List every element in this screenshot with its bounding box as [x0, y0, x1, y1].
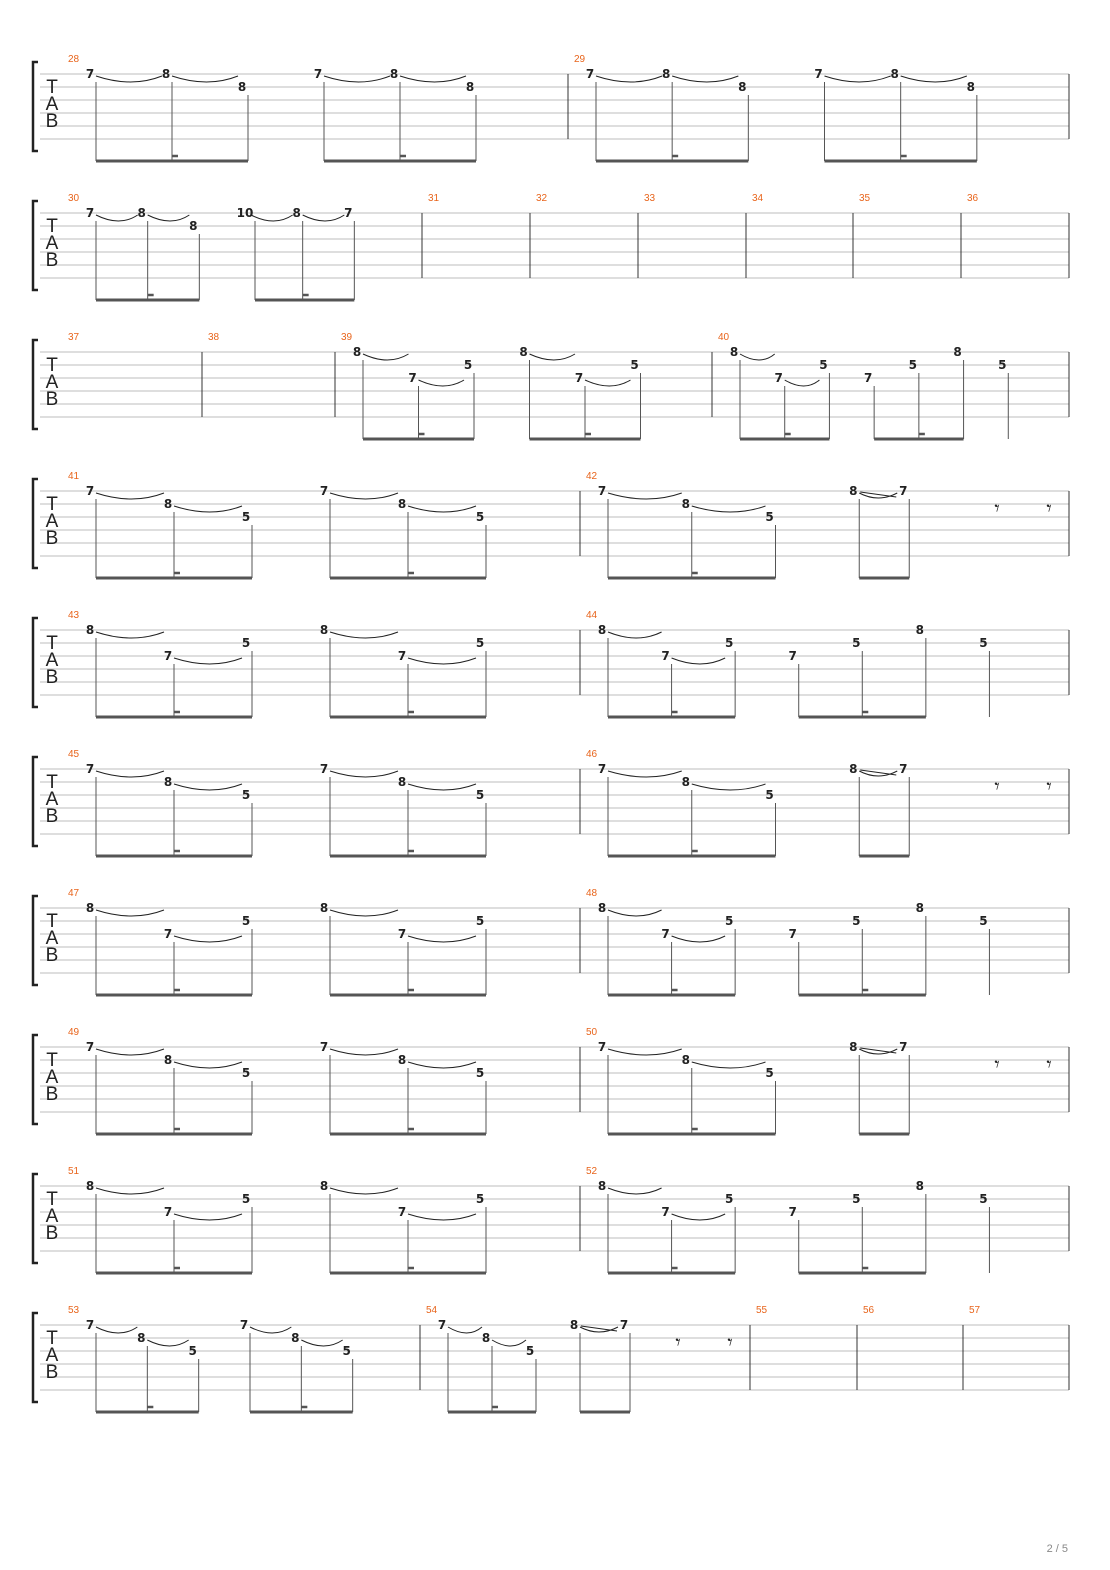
fret-number: 7 [661, 649, 670, 663]
tie-arc [96, 771, 164, 777]
fret-number: 8 [661, 67, 671, 81]
fret-number: 7 [397, 649, 407, 663]
tie-arc [96, 215, 138, 221]
measure-number: 57 [969, 1305, 981, 1316]
tab-clef-letter: B [45, 1223, 59, 1244]
eighth-rest: 𝄾 [727, 1330, 733, 1354]
fret-number: 7 [319, 762, 329, 776]
tie-arc [585, 380, 631, 386]
tie-arc [825, 76, 891, 82]
tab-clef-letter: B [45, 1362, 59, 1383]
tie-arc [608, 1049, 682, 1055]
measure-number: 37 [68, 332, 80, 343]
fret-number: 8 [397, 775, 407, 789]
tab-clef-letter: B [45, 667, 59, 688]
tab-clef-letter: A [45, 233, 59, 254]
measure-number: 32 [536, 193, 548, 204]
measure-number: 51 [68, 1166, 80, 1177]
fret-number: 7 [863, 371, 873, 385]
fret-number: 8 [597, 1179, 607, 1193]
tie-arc [608, 1188, 662, 1194]
tab-clef-letter: B [45, 806, 59, 827]
tab-clef-letter: T [46, 1050, 58, 1071]
fret-number: 5 [765, 510, 774, 524]
fret-number: 8 [569, 1318, 579, 1332]
tab-clef-letter: T [46, 1189, 58, 1210]
tie-arc [330, 1049, 398, 1055]
tie-arc [324, 76, 390, 82]
system-bracket [33, 1313, 38, 1402]
tab-clef-letter: A [45, 511, 59, 532]
fret-number: 7 [788, 927, 797, 941]
fret-number: 8 [291, 1331, 300, 1345]
fret-number: 8 [915, 623, 925, 637]
fret-number: 7 [397, 927, 407, 941]
fret-number: 5 [852, 636, 861, 650]
tab-clef-letter: T [46, 911, 58, 932]
fret-number: 7 [899, 762, 908, 776]
tab-clef-letter: T [46, 216, 58, 237]
tie-arc [301, 1340, 342, 1346]
fret-number: 5 [475, 636, 485, 650]
tab-clef-letter: B [45, 111, 59, 132]
tie-arc [408, 936, 476, 942]
fret-number: 5 [475, 1066, 485, 1080]
fret-number: 7 [774, 371, 783, 385]
fret-number: 8 [161, 67, 171, 81]
measure-number: 43 [68, 610, 80, 621]
measure-number: 48 [586, 888, 598, 899]
fret-number: 5 [475, 510, 485, 524]
tie-arc [303, 215, 345, 221]
fret-number: 7 [661, 1205, 670, 1219]
tab-clef-letter: A [45, 1345, 59, 1366]
measure-number: 52 [586, 1166, 598, 1177]
tie-arc [174, 658, 242, 664]
fret-number: 5 [241, 914, 251, 928]
fret-number: 7 [619, 1318, 629, 1332]
tie-arc [96, 493, 164, 499]
measure-number: 35 [859, 193, 871, 204]
tie-arc [96, 632, 164, 638]
tab-clef-letter: A [45, 1067, 59, 1088]
slide-arc [859, 1049, 897, 1054]
fret-number: 8 [163, 497, 173, 511]
measure-number: 47 [68, 888, 80, 899]
tab-clef-letter: B [45, 945, 59, 966]
fret-number: 5 [475, 788, 485, 802]
fret-number: 5 [475, 914, 485, 928]
fret-number: 8 [729, 345, 739, 359]
tie-arc [96, 910, 164, 916]
tie-arc [608, 771, 682, 777]
fret-number: 5 [630, 358, 639, 372]
fret-number: 5 [765, 788, 774, 802]
fret-number: 7 [85, 67, 95, 81]
tab-clef-letter: B [45, 389, 59, 410]
fret-number: 7 [597, 1040, 607, 1054]
fret-number: 7 [319, 484, 329, 498]
fret-number: 7 [574, 371, 584, 385]
fret-number: 7 [85, 484, 95, 498]
fret-number: 5 [852, 914, 861, 928]
slide-arc [859, 771, 897, 776]
fret-number: 7 [397, 1205, 407, 1219]
tie-arc [172, 76, 238, 82]
system-bracket [33, 201, 38, 290]
fret-number: 7 [163, 927, 173, 941]
fret-number: 8 [597, 623, 607, 637]
system-bracket [33, 62, 38, 151]
tie-arc [96, 1049, 164, 1055]
tab-clef-letter: A [45, 372, 59, 393]
fret-number: 5 [765, 1066, 774, 1080]
tie-arc [174, 936, 242, 942]
fret-number: 8 [163, 775, 173, 789]
tie-arc [530, 354, 576, 360]
system-bracket [33, 1174, 38, 1263]
tie-arc [448, 1327, 482, 1333]
fret-number: 8 [85, 623, 95, 637]
tie-arc [672, 1214, 726, 1220]
fret-number: 7 [899, 484, 908, 498]
fret-number: 7 [814, 67, 823, 81]
fret-number: 7 [85, 1040, 95, 1054]
tie-arc [147, 1340, 188, 1346]
measure-number: 53 [68, 1305, 80, 1316]
tab-clef-letter: T [46, 1328, 58, 1349]
tie-arc [148, 215, 190, 221]
fret-number: 8 [681, 497, 690, 511]
tie-arc [408, 658, 476, 664]
tie-arc [419, 380, 465, 386]
fret-number: 5 [724, 1192, 734, 1206]
slide-arc [580, 1327, 618, 1332]
fret-number: 8 [465, 80, 475, 94]
system-bracket [33, 340, 38, 429]
measure-number: 55 [756, 1305, 768, 1316]
fret-number: 5 [241, 1192, 251, 1206]
tie-arc [596, 76, 662, 82]
tie-arc [608, 493, 682, 499]
tie-arc [174, 1062, 242, 1068]
fret-number: 7 [319, 1040, 329, 1054]
measure-number: 34 [752, 193, 764, 204]
system-bracket [33, 1035, 38, 1124]
tie-arc [174, 1214, 242, 1220]
fret-number: 8 [137, 206, 146, 220]
fret-number: 7 [163, 649, 173, 663]
fret-number: 7 [597, 484, 607, 498]
fret-number: 8 [319, 901, 329, 915]
fret-number: 8 [681, 1053, 690, 1067]
measure-number: 30 [68, 193, 80, 204]
eighth-rest: 𝄾 [994, 774, 1000, 798]
tie-arc [692, 506, 766, 512]
fret-number: 8 [85, 1179, 95, 1193]
eighth-rest: 𝄾 [994, 496, 1000, 520]
tie-arc [408, 506, 476, 512]
tie-arc [785, 380, 820, 386]
tie-arc [740, 354, 775, 360]
fret-number: 5 [525, 1344, 535, 1358]
measure-number: 46 [586, 749, 598, 760]
fret-number: 7 [313, 67, 323, 81]
tie-arc [408, 1214, 476, 1220]
tab-clef-letter: T [46, 494, 58, 515]
fret-number: 7 [597, 762, 607, 776]
fret-number: 5 [342, 1344, 351, 1358]
fret-number: 5 [852, 1192, 861, 1206]
slide-arc [859, 493, 897, 498]
tie-arc [96, 1188, 164, 1194]
system-bracket [33, 618, 38, 707]
fret-number: 8 [849, 484, 858, 498]
fret-number: 8 [966, 80, 976, 94]
tab-clef-letter: A [45, 928, 59, 949]
fret-number: 8 [85, 901, 95, 915]
fret-number: 5 [979, 914, 988, 928]
tie-arc [174, 506, 242, 512]
fret-number: 8 [849, 1040, 858, 1054]
measure-number: 39 [341, 332, 353, 343]
measure-number: 33 [644, 193, 656, 204]
fret-number: 5 [475, 1192, 485, 1206]
tie-arc [96, 76, 162, 82]
fret-number: 7 [85, 1318, 95, 1332]
tie-arc [692, 1062, 766, 1068]
tie-arc [492, 1340, 526, 1346]
fret-number: 10 [236, 206, 254, 220]
fret-number: 7 [344, 206, 353, 220]
tie-arc [174, 784, 242, 790]
fret-number: 8 [319, 623, 329, 637]
tie-arc [672, 76, 738, 82]
fret-number: 5 [188, 1344, 197, 1358]
tie-arc [251, 215, 293, 221]
fret-number: 5 [819, 358, 828, 372]
tie-arc [96, 1327, 137, 1333]
tie-arc [408, 1062, 476, 1068]
fret-number: 8 [189, 219, 198, 233]
fret-number: 7 [163, 1205, 173, 1219]
fret-number: 5 [979, 636, 988, 650]
tie-arc [672, 936, 726, 942]
fret-number: 5 [979, 1192, 988, 1206]
measure-number: 36 [967, 193, 979, 204]
tab-clef-letter: A [45, 1206, 59, 1227]
eighth-rest: 𝄾 [675, 1330, 681, 1354]
tab-clef-letter: T [46, 77, 58, 98]
fret-number: 8 [849, 762, 858, 776]
system-bracket [33, 896, 38, 985]
fret-number: 8 [319, 1179, 329, 1193]
tie-arc [330, 1188, 398, 1194]
fret-number: 8 [397, 1053, 407, 1067]
measure-number: 38 [208, 332, 220, 343]
tie-arc [692, 784, 766, 790]
eighth-rest: 𝄾 [994, 1052, 1000, 1076]
tie-arc [672, 658, 726, 664]
tab-clef-letter: A [45, 650, 59, 671]
system-bracket [33, 479, 38, 568]
fret-number: 8 [953, 345, 962, 359]
tie-arc [330, 910, 398, 916]
fret-number: 7 [585, 67, 595, 81]
fret-number: 8 [481, 1331, 491, 1345]
fret-number: 8 [389, 67, 399, 81]
fret-number: 7 [85, 762, 95, 776]
tab-clef-letter: B [45, 528, 59, 549]
tie-arc [901, 76, 967, 82]
tie-arc [608, 632, 662, 638]
fret-number: 8 [915, 901, 925, 915]
tab-clef-letter: A [45, 94, 59, 115]
eighth-rest: 𝄾 [1046, 496, 1052, 520]
measure-number: 56 [863, 1305, 875, 1316]
fret-number: 5 [908, 358, 918, 372]
fret-number: 8 [237, 80, 247, 94]
fret-number: 5 [724, 636, 734, 650]
measure-number: 42 [586, 471, 598, 482]
fret-number: 7 [788, 1205, 797, 1219]
measure-number: 31 [428, 193, 440, 204]
tab-clef-letter: B [45, 250, 59, 271]
fret-number: 8 [352, 345, 362, 359]
fret-number: 8 [738, 80, 747, 94]
measure-number: 29 [574, 54, 586, 65]
tab-clef-letter: T [46, 772, 58, 793]
fret-number: 7 [661, 927, 670, 941]
tie-arc [408, 784, 476, 790]
fret-number: 5 [463, 358, 473, 372]
fret-number: 8 [137, 1331, 146, 1345]
tab-clef-letter: B [45, 1084, 59, 1105]
fret-number: 8 [890, 67, 899, 81]
fret-number: 7 [85, 206, 95, 220]
system-bracket [33, 757, 38, 846]
page-number: 2 / 5 [1046, 1543, 1068, 1555]
fret-number: 8 [519, 345, 528, 359]
eighth-rest: 𝄾 [1046, 774, 1052, 798]
fret-number: 5 [724, 914, 734, 928]
fret-number: 7 [239, 1318, 249, 1332]
tie-arc [330, 771, 398, 777]
tie-arc [363, 354, 409, 360]
measure-number: 54 [426, 1305, 438, 1316]
fret-number: 7 [899, 1040, 908, 1054]
fret-number: 8 [163, 1053, 173, 1067]
fret-number: 7 [437, 1318, 447, 1332]
measure-number: 45 [68, 749, 80, 760]
tie-arc [330, 632, 398, 638]
fret-number: 8 [915, 1179, 925, 1193]
tab-clef-letter: T [46, 633, 58, 654]
tie-arc [330, 493, 398, 499]
fret-number: 7 [408, 371, 417, 385]
fret-number: 5 [241, 788, 251, 802]
fret-number: 8 [597, 901, 607, 915]
fret-number: 7 [788, 649, 797, 663]
tab-clef-letter: T [46, 355, 58, 376]
fret-number: 5 [998, 358, 1007, 372]
measure-number: 28 [68, 54, 80, 65]
tie-arc [608, 910, 662, 916]
measure-number: 44 [586, 610, 598, 621]
fret-number: 5 [241, 510, 251, 524]
tab-clef-letter: A [45, 789, 59, 810]
measure-number: 40 [718, 332, 730, 343]
measure-number: 49 [68, 1027, 80, 1038]
fret-number: 5 [241, 636, 251, 650]
fret-number: 8 [397, 497, 407, 511]
eighth-rest: 𝄾 [1046, 1052, 1052, 1076]
tie-arc [400, 76, 466, 82]
fret-number: 8 [681, 775, 690, 789]
tie-arc [250, 1327, 291, 1333]
fret-number: 5 [241, 1066, 251, 1080]
fret-number: 8 [292, 206, 301, 220]
measure-number: 50 [586, 1027, 598, 1038]
measure-number: 41 [68, 471, 80, 482]
